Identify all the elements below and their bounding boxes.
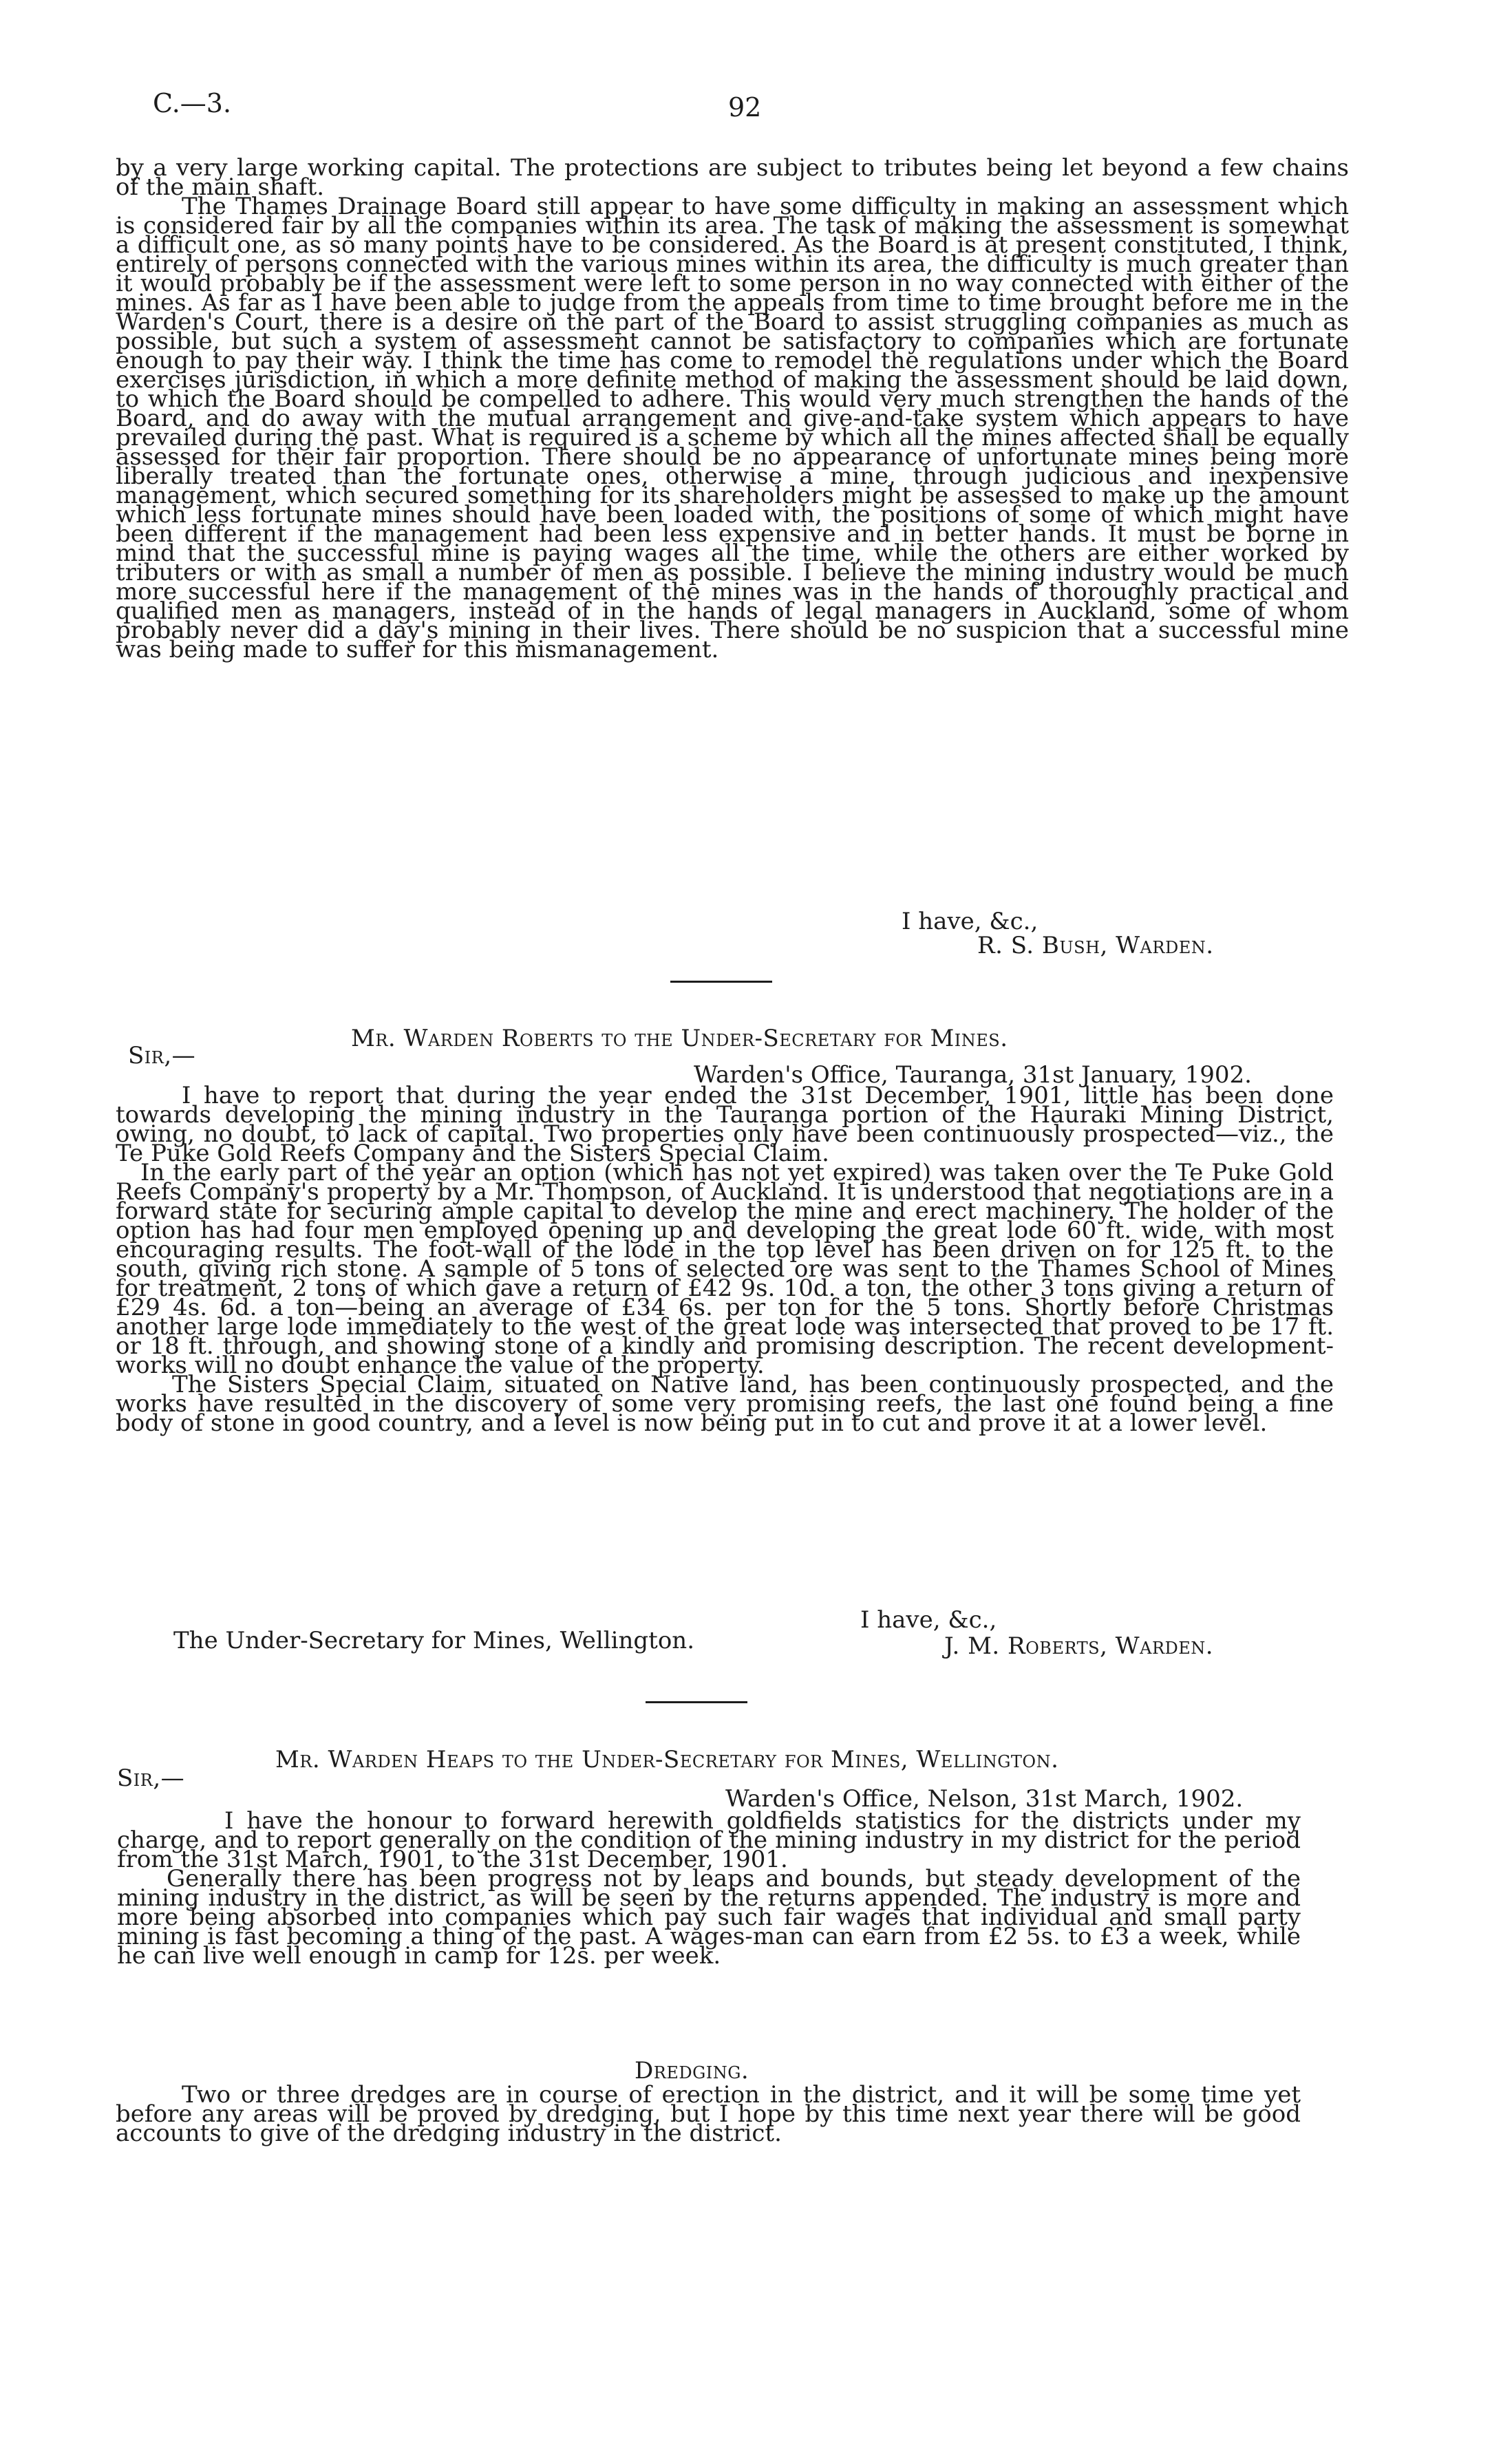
paragraph: The Sisters Special Claim, situated on Native land, has been continuously prospected, and the works have resulted in the discovery of some very promising reefs, the last one found being a fine body of stone in good country, and a level is now being put in to cut and prove it at a lower level. [116,1371,1334,1437]
report-title: Mr. Warden Roberts to the Under-Secretary for Mines. [351,1025,1008,1052]
page-number: 92 [728,92,762,122]
salutation: Sir,— [128,1042,196,1069]
dredging-paragraph [116,2081,1301,2147]
section-divider [670,981,772,983]
report-heaps-body [117,1807,1301,1970]
paragraph: Two or three dredges are in course of erection in the district, and it will be some time yet before any areas will be proved by dredging, but I hope by this time next year there will be good accounts to give of the dredging industry in the district. [116,2081,1301,2147]
office-address: Warden's Office, Nelson, 31st March, 1902. [725,1785,1244,1813]
signature: J. M. Roberts, Warden. [944,1632,1214,1660]
section-divider [646,1701,747,1703]
office-address: Warden's Office, Tauranga, 31st January, 1902. [694,1061,1252,1089]
subheading: Dredging. [635,2057,749,2085]
report-roberts-body [116,1082,1334,1437]
paragraph: by a very large working capital. The protections are subject to tributes being let beyond a few chains of the main shaft. [116,154,1349,201]
paragraph: In the early part of the year an option (which has not yet expired) was taken over the Te Puke Gold Reefs Company's property by a Mr. Thompson, of Auckland. It is understood that negotiations are in a forward state for securing ample capital to develop the mine and erect machinery. The holder of the option has had four men employed opening up and developing the great lode 60 ft. wide, with most encouraging results. The foot-wall of the lode in the top level has been driven on for 125 ft. to the south, giving rich stone. A sample of 5 tons of selected ore was sent to the Thames School of Mines for treatment, 2 tons of which gave a return of £42 9s. 10d. a ton, the other 3 tons giving a return of £29 4s. 6d. a ton—being an average of £34 6s. per ton for the 5 tons. Shortly before Christmas another large lode immediately to the west of the great lode was intersected that proved to be 17 ft. or 18 ft. through, and showing stone of a kindly and promising description. The recent development-works will no doubt enhance the value of the property. [116,1159,1334,1379]
document-code: C.—3. [153,88,232,118]
closing-line: I have, &c., [860,1606,997,1634]
salutation: Sir,— [117,1764,185,1792]
paragraph: I have the honour to forward herewith goldfields statistics for the districts under my charge, and to report generally on the condition of the mining industry in my district for the period from the 31st March, 1901, to the 31st December, 1901. [117,1807,1301,1873]
paragraph: Generally there has been progress not by leaps and bounds, but steady development of the mining industry in the district, as will be seen by the returns appended. The industry is more and more being absorbed into companies which pay such fair wages that individual and small party mining is fast becoming a thing of the past. A wages-man can earn from £2 5s. to £3 a week, while he can live well enough in camp for 12s. per week. [117,1865,1301,1970]
report-bush-continuation [116,154,1349,663]
report-title: Mr. Warden Heaps to the Under-Secretary for Mines, Wellington. [275,1746,1059,1773]
signature: R. S. Bush, Warden. [977,932,1214,959]
paragraph: I have to report that during the year ended the 31st December, 1901, little has been done towards developing the mining industry in the Tauranga portion of the Hauraki Mining District, owing, no doubt, to lack of capital. Two properties only have been continuously prospected—viz., the Te Puke Gold Reefs Company and the Sisters Special Claim. [116,1082,1334,1167]
paragraph: The Thames Drainage Board still appear to have some difficulty in making an assessment which is considered fair by all the companies within its area. The task of making the assessment is somewhat a difficult one, as so many points have to be considered. As the Board is at present constituted, I think, entirely of persons connected with the various mines within its area, the difficulty is much greater than it would probably be if the assessment were left to some person in no way connected with either of the mines. As far as I have been able to judge from the appeals from time to time brought before me in the Warden's Court, there is a desire on the part of the Board to assist struggling companies as much as possible, but such a system of assessment cannot be satisfactory to companies which are fortunate enough to pay their way. I think the time has come to remodel the regulations under which the Board exercises jurisdiction, in which a more definite method of making the assessment should be laid down, to which the Board should be compelled to adhere. This would very much strengthen the hands of the Board, and do away with the mutual arrangement and give-and-take system which appears to have prevailed during the past. What is required is a scheme by which all the mines affected shall be equally assessed for their fair proportion. There should be no appearance of unfortunate mines being more liberally treated than the fortunate ones, otherwise a mine, through judicious and inexpensive management, which secured something for its shareholders might be assessed to make up the amount which less fortunate mines should have been loaded with, the positions of some of which might have been different if the management had been less expensive and in better hands. It must be borne in mind that the successful mine is paying wages all the time, while the others are either worked by tributers or with as small a number of men as possible. I believe the mining industry would be much more successful here if the management of the mines was in the hands of thoroughly practical and qualified men as managers, instead of in the hands of legal managers in Auckland, some of whom probably never did a day's mining in their lives. There should be no suspicion that a successful mine was being made to suffer for this mismanagement. [116,193,1349,663]
addressee: The Under-Secretary for Mines, Wellington. [173,1627,695,1654]
closing-line: I have, &c., [902,908,1039,935]
